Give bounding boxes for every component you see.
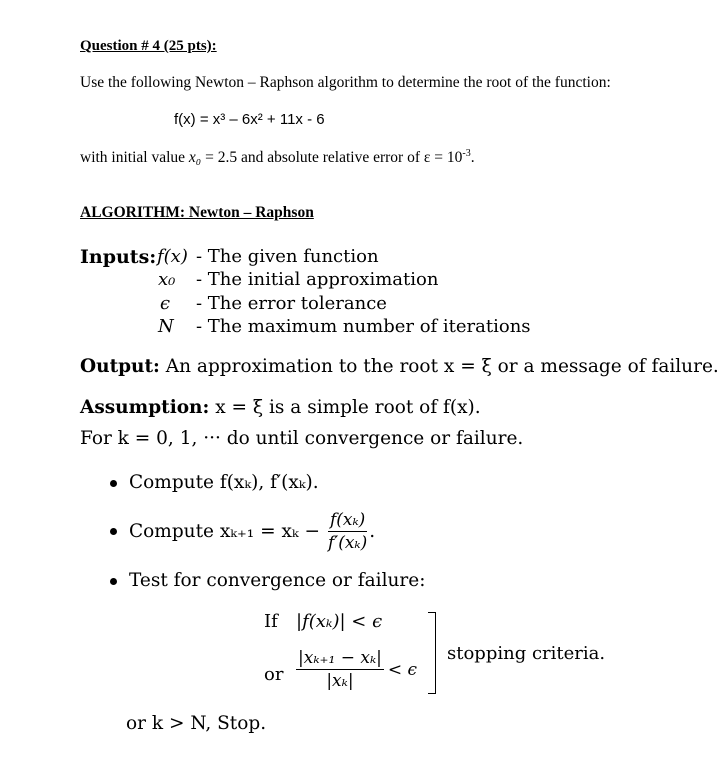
step2-suffix: .	[369, 521, 376, 542]
step-newton-update	[110, 510, 375, 553]
algorithm-heading: ALGORITHM: Newton – Raphson	[80, 204, 314, 221]
output-text: An approximation to the root x = ξ or a message of failure.	[165, 356, 719, 377]
input-desc-x0: - The initial approximation	[196, 269, 439, 290]
output-line	[80, 356, 719, 377]
input-symbol-x0: x₀	[158, 269, 176, 290]
relative-error-denominator: |xₖ|	[326, 671, 354, 691]
newton-fraction	[326, 510, 369, 553]
step2-prefix: Compute xₖ₊₁ = xₖ −	[129, 521, 321, 542]
question-heading: Question # 4 (25 pts):	[80, 38, 217, 54]
question-intro: Use the following Newton – Raphson algorithm to determine the root of the function:	[80, 74, 611, 91]
bullet-icon	[110, 578, 117, 585]
step1-text: Compute f(xₖ), f′(xₖ).	[129, 472, 319, 493]
inputs-label: Inputs:	[80, 246, 157, 268]
condition-if-label: If	[264, 611, 278, 632]
assumption-label: Assumption:	[80, 397, 210, 418]
bullet-icon	[110, 480, 117, 487]
relative-error-fraction	[296, 648, 384, 691]
step-test-convergence	[110, 570, 425, 591]
initial-prefix: with initial value	[80, 149, 189, 167]
input-symbol-f: f(x)	[157, 246, 188, 267]
loop-line: For k = 0, 1, ··· do until convergence or failure.	[80, 428, 524, 449]
condition-f-small: |f(xₖ)| < ϵ	[296, 611, 383, 632]
fraction-denominator: f′(xₖ)	[328, 533, 368, 553]
initial-suffix: .	[470, 149, 475, 167]
input-symbol-n: N	[158, 316, 174, 337]
stopping-bracket	[428, 612, 436, 694]
assumption-text: x = ξ is a simple root of f(x).	[215, 397, 481, 418]
relative-error-numerator: |xₖ₊₁ − xₖ|	[298, 648, 382, 668]
initial-mid: = 2.5 and absolute relative error of ε = 10	[201, 149, 463, 167]
assumption-line	[80, 397, 481, 418]
initial-conditions	[80, 148, 475, 167]
function-equation: f(x) = x³ – 6x² + 11x - 6	[174, 111, 325, 128]
fraction-numerator: f(xₖ)	[329, 510, 366, 530]
final-stop-condition: or k > N, Stop.	[126, 713, 267, 734]
error-exponent: -3	[462, 148, 471, 159]
input-desc-eps: - The error tolerance	[196, 293, 387, 314]
condition-or-label: or	[264, 664, 284, 685]
stopping-criteria-label: stopping criteria.	[447, 643, 606, 664]
input-symbol-eps: ϵ	[160, 293, 171, 314]
step-compute-f	[110, 472, 319, 493]
condition-relative-error	[296, 648, 417, 691]
inputs-list	[0, 246, 720, 346]
input-desc-n: - The maximum number of iterations	[196, 316, 531, 337]
x0-symbol: x₀	[188, 149, 202, 167]
step3-text: Test for convergence or failure:	[129, 570, 426, 591]
bullet-icon	[110, 528, 117, 535]
output-label: Output:	[80, 356, 160, 377]
relative-error-relation: < ϵ	[387, 659, 418, 680]
input-desc-f: - The given function	[196, 246, 379, 267]
